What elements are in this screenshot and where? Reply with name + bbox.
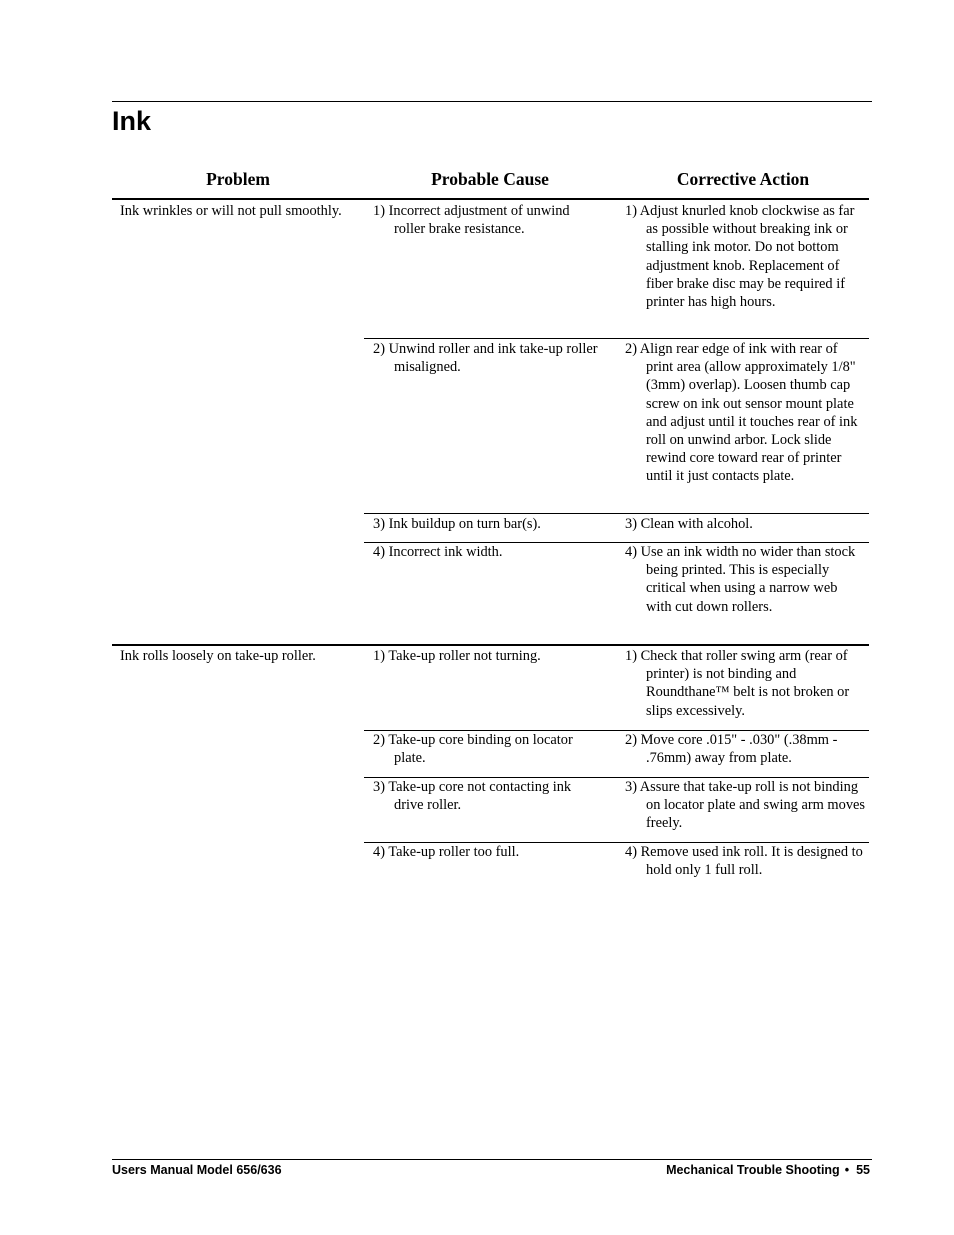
footer-section-title: Mechanical Trouble Shooting bbox=[666, 1163, 840, 1177]
page-number: 55 bbox=[856, 1163, 870, 1177]
action-cell: 1) Check that roller swing arm (rear of printer) is not binding and Roundthane™ belt is not broken or slips excessively. bbox=[625, 648, 850, 719]
cause-cell: 4) Take-up roller too full. bbox=[373, 844, 520, 860]
footer-rule bbox=[112, 1159, 872, 1160]
row-divider bbox=[364, 338, 869, 339]
action-cell: 4) Use an ink width no wider than stock being printed. This is especially critical when using a narrow web with cut down rollers. bbox=[625, 544, 856, 615]
cause-cell: 2) Unwind roller and ink take-up roller misaligned. bbox=[373, 341, 598, 376]
cause-cell: 3) Take-up core not contacting ink drive roller. bbox=[373, 779, 572, 814]
group-divider bbox=[112, 644, 869, 646]
footer-section bbox=[666, 1162, 870, 1178]
row-divider bbox=[364, 513, 869, 514]
action-cell: 3) Clean with alcohol. bbox=[625, 516, 753, 532]
cause-cell: 1) Take-up roller not turning. bbox=[373, 648, 541, 664]
column-header-corrective-action: Corrective Action bbox=[676, 169, 810, 189]
footer-manual-title: Users Manual Model 656/636 bbox=[112, 1163, 282, 1177]
footer-bullet: • bbox=[844, 1163, 850, 1177]
column-header-problem: Problem bbox=[206, 169, 270, 189]
action-cell: 1) Adjust knurled knob clockwise as far as possible without breaking ink or stalling ink motor. Do not bottom adjustment knob. Replacement of fiber brake disc may be required if printer has high hours. bbox=[625, 203, 855, 311]
page-title: Ink bbox=[112, 106, 152, 136]
cause-cell: 2) Take-up core binding on locator plate. bbox=[373, 732, 573, 767]
cause-cell: 1) Incorrect adjustment of unwind roller brake resistance. bbox=[373, 203, 570, 238]
top-rule bbox=[112, 101, 872, 102]
cause-cell: 4) Incorrect ink width. bbox=[373, 544, 503, 560]
problem-cell: Ink rolls loosely on take-up roller. bbox=[120, 648, 316, 664]
column-header-probable-cause: Probable Cause bbox=[431, 169, 549, 189]
problem-cell: Ink wrinkles or will not pull smoothly. bbox=[120, 203, 342, 219]
action-cell: 3) Assure that take-up roll is not binding on locator plate and swing arm moves freely. bbox=[625, 779, 866, 832]
action-cell: 2) Move core .015" - .030" (.38mm - .76mm) away from plate. bbox=[625, 732, 838, 767]
cause-cell: 3) Ink buildup on turn bar(s). bbox=[373, 516, 541, 532]
header-rule bbox=[112, 198, 869, 200]
action-cell: 2) Align rear edge of ink with rear of print area (allow approximately 1/8" (3mm) overlap). Loosen thumb cap screw on ink out sensor mount plate and adjust until it touches rear of ink roll on unwind arbor. Lock slide rewind core toward rear of printer until it just contacts plate. bbox=[625, 341, 858, 485]
action-cell: 4) Remove used ink roll. It is designed to hold only 1 full roll. bbox=[625, 844, 863, 879]
